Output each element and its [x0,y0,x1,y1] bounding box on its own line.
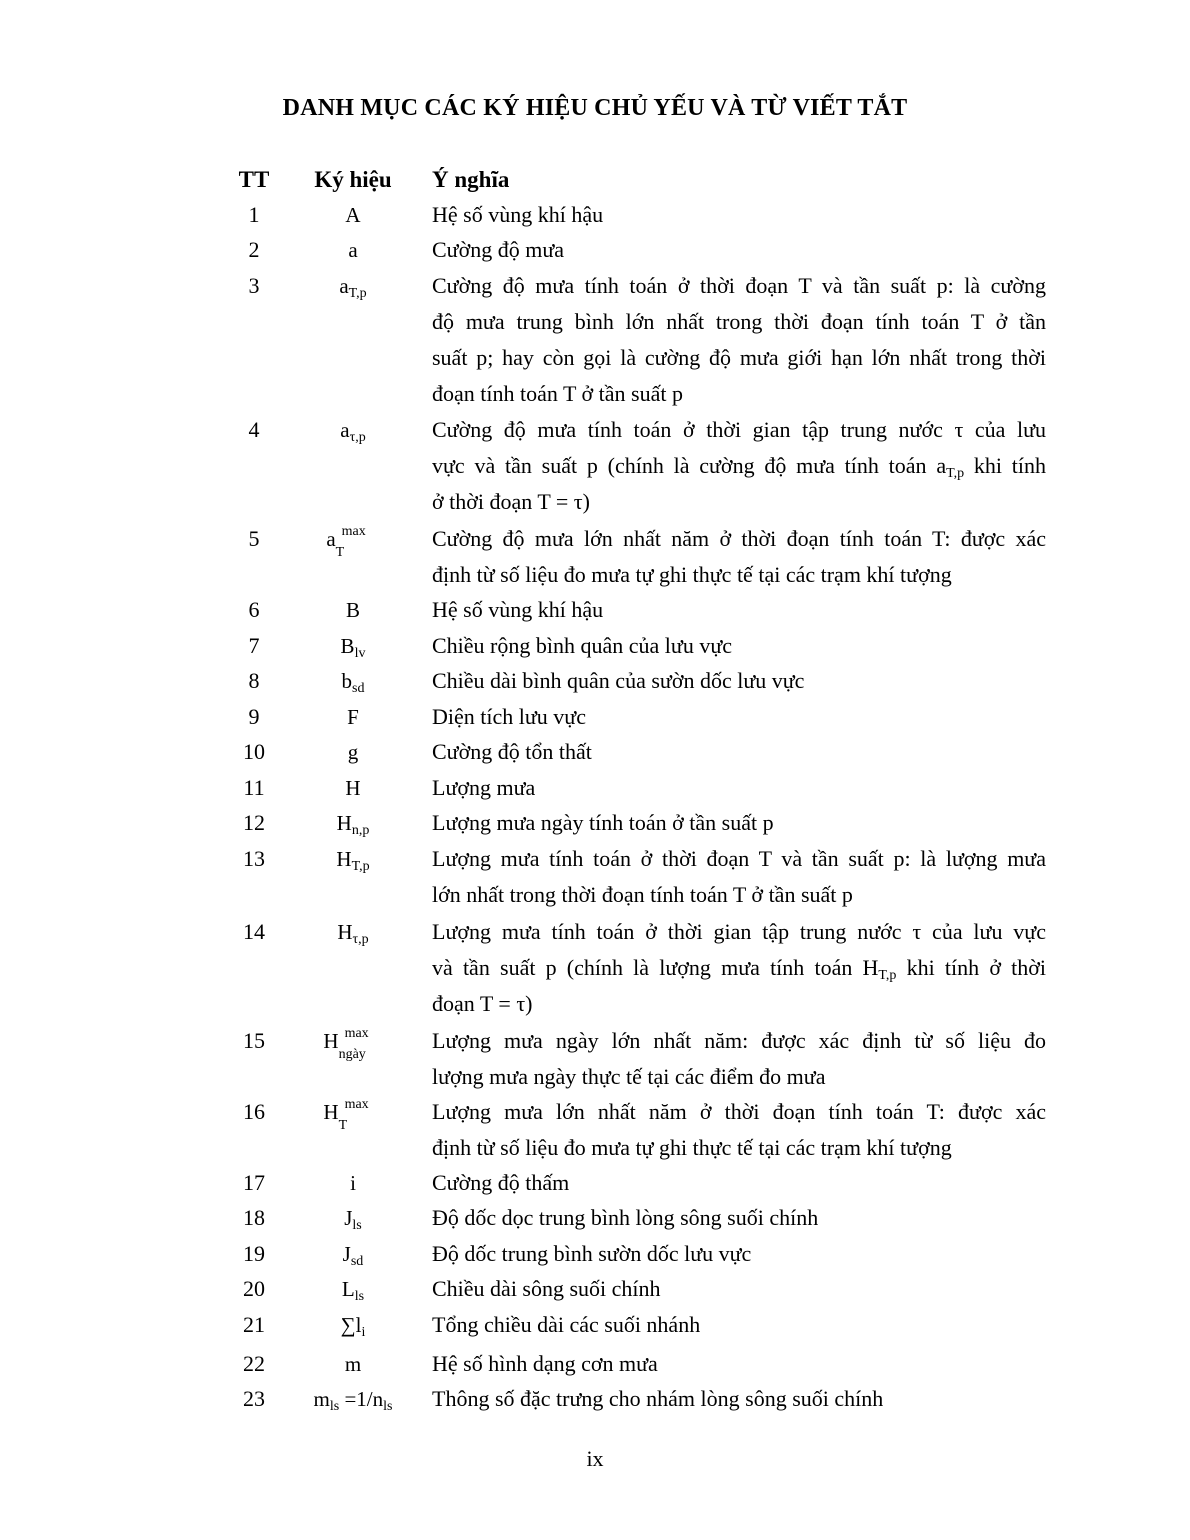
symbol-cell [298,1094,408,1133]
symbol-cell [298,914,408,958]
meaning-line: Lượng mưa tính toán ở thời đoạn T và tần suất p: là lượng mưa [432,846,1046,871]
row-number: 2 [248,237,260,262]
meaning-cell [432,268,1046,412]
symbol-base: H [336,847,352,871]
row-number: 9 [248,704,260,729]
symbol-base: a [340,418,350,442]
symbol-cell [298,770,408,806]
meaning-line: Độ dốc trung bình sườn dốc lưu vực [432,1241,752,1266]
meaning-line [432,950,1046,986]
symbol-scripts [335,524,380,560]
symbol-cell [298,734,408,770]
symbol-superscript: max [344,1097,369,1112]
symbol-base: H [323,1100,339,1124]
meaning-text: khi tính ở thời [896,955,1046,980]
meaning-cell [432,770,1046,806]
meaning-cell [432,1271,1046,1307]
meaning-line: Lượng mưa ngày tính toán ở tần suất p [432,810,774,835]
symbol-base: H [336,811,352,835]
meaning-cell [432,914,1046,1022]
meaning-cell [432,412,1046,520]
symbol-cell [298,592,408,628]
meaning-cell [432,1094,1046,1166]
row-number: 6 [248,597,260,622]
symbol-subscript: ls [352,1218,362,1233]
symbol-base: a [348,238,358,262]
symbol-base: A [345,203,361,227]
row-number: 19 [243,1241,265,1266]
meaning-line: độ mưa trung bình lớn nhất trong thời đoạn tính toán T ở tần [432,309,1046,334]
row-number: 12 [243,810,265,835]
row-number: 10 [243,739,265,764]
row-number: 15 [243,1028,265,1053]
symbol-cell [298,1165,408,1201]
page-number: ix [586,1446,604,1471]
meaning-cell [432,663,1046,699]
symbol-base: ∑l [340,1313,362,1337]
symbol-base: g [347,740,359,764]
meaning-line: suất p; hay còn gọi là cường độ mưa giới hạn lớn nhất trong thời [432,345,1046,370]
symbol-subscript: T [338,1118,348,1133]
row-number: 20 [243,1276,265,1301]
symbol-cell [298,197,408,233]
symbol-cell [298,699,408,735]
symbol-subscript: sd [350,1254,364,1269]
meaning-line: Cường độ mưa lớn nhất năm ở thời đoạn tính toán T: được xác [432,526,1046,551]
meaning-text: vực và tần suất p (chính là cường độ mưa tính toán a [432,453,947,478]
meaning-line: đoạn T = τ) [432,991,533,1016]
meaning-line: định từ số liệu đo mưa tự ghi thực tế tại các trạm khí tượng [432,1135,952,1160]
meaning-subscript: T,p [946,466,965,481]
symbol-subscript: ls [383,1399,393,1414]
meaning-cell [432,1165,1046,1201]
symbol-base: a [339,274,349,298]
meaning-line: Hệ số hình dạng cơn mưa [432,1351,658,1376]
meaning-cell [432,197,1046,233]
symbol-subscript: sd [352,681,365,696]
meaning-cell [432,699,1046,735]
meaning-cell [432,628,1046,664]
symbol-cell [298,268,408,312]
meaning-cell [432,734,1046,770]
symbol-base: H [323,1029,339,1053]
symbol-subscript: τ,p [352,932,369,947]
symbol-base: m [344,1352,362,1376]
symbol-subscript: n,p [351,823,370,838]
row-number: 13 [243,846,265,871]
symbol-subscript: i [361,1325,366,1340]
meaning-line: Cường độ mưa [432,237,565,262]
meaning-cell [432,1381,1046,1417]
symbol-superscript: max [344,1026,369,1041]
meaning-cell [432,1307,1046,1343]
meaning-cell [432,1236,1046,1272]
meaning-cell [432,805,1046,841]
row-number: 21 [243,1312,265,1337]
page-title: DANH MỤC CÁC KÝ HIỆU CHỦ YẾU VÀ TỪ VIẾT TẮT [282,95,908,121]
meaning-line [432,448,1046,484]
symbol-base: J [342,1242,351,1266]
symbol-base: H [345,776,361,800]
symbol-subscript: T,p [351,859,370,874]
row-number: 14 [243,919,265,944]
row-number: 5 [248,526,260,551]
row-number: 1 [248,202,260,227]
row-number: 8 [248,668,260,693]
symbol-subscript: τ,p [349,430,366,445]
meaning-subscript: T,p [878,968,897,983]
meaning-text: khi tính [964,453,1046,478]
symbol-base: i [350,1171,356,1195]
symbol-cell [298,1346,408,1382]
symbol-base: b [341,669,353,693]
row-number: 7 [248,633,260,658]
meaning-text: và tần suất p (chính là lượng mưa tính toán H [432,955,879,980]
symbol-subscript: ngày [338,1047,366,1062]
meaning-line: Diện tích lưu vực [432,704,586,729]
meaning-line: Cường độ mưa tính toán ở thời đoạn T và tần suất p: là cường [432,273,1046,298]
meaning-cell [432,521,1046,593]
symbol-base: J [344,1206,353,1230]
symbol-base: a [326,527,336,551]
meaning-line: Tổng chiều dài các suối nhánh [432,1312,701,1337]
meaning-cell [432,1023,1046,1095]
meaning-line: Chiều dài bình quân của sườn dốc lưu vực [432,668,805,693]
symbol-base: L [341,1277,355,1301]
symbol-base: B [340,634,355,658]
meaning-line: Chiều dài sông suối chính [432,1276,661,1301]
symbol-subscript: T [335,545,345,560]
meaning-line: Chiều rộng bình quân của lưu vực [432,633,733,658]
meaning-line: Thông số đặc trưng cho nhám lòng sông suối chính [432,1386,884,1411]
meaning-cell [432,841,1046,913]
meaning-line: lượng mưa ngày thực tế tại các điểm đo mưa [432,1064,826,1089]
symbol-cell [298,521,408,560]
meaning-line: Lượng mưa tính toán ở thời gian tập trung nước τ của lưu vực [432,919,1046,944]
symbol-middle: =1/n [339,1387,384,1411]
symbol-cell [298,1023,408,1062]
symbol-subscript: lv [354,646,366,661]
meaning-line: định từ số liệu đo mưa tự ghi thực tế tại các trạm khí tượng [432,562,952,587]
symbol-cell [298,1307,408,1351]
meaning-line: Cường độ thấm [432,1170,570,1195]
row-number: 16 [243,1099,265,1124]
meaning-line: Lượng mưa lớn nhất năm ở thời đoạn tính toán T: được xác [432,1099,1046,1124]
meaning-line: Lượng mưa ngày lớn nhất năm: được xác định từ số liệu đo [432,1028,1046,1053]
row-number: 18 [243,1205,265,1230]
meaning-line: Độ dốc dọc trung bình lòng sông suối chính [432,1205,819,1230]
row-number: 17 [243,1170,265,1195]
symbol-subscript: ls [354,1289,365,1304]
symbol-base: F [347,705,359,729]
column-header-tt: TT [238,167,270,192]
symbol-scripts [338,1097,383,1133]
symbol-subscript: T,p [348,286,367,301]
symbol-scripts [338,1026,383,1062]
meaning-line: Lượng mưa [432,775,536,800]
row-number: 11 [243,775,265,800]
meaning-line: Hệ số vùng khí hậu [432,597,604,622]
meaning-line: Cường độ tổn thất [432,739,592,764]
symbol-cell [298,412,408,456]
meaning-cell [432,592,1046,628]
symbol-cell [298,1381,408,1425]
row-number: 23 [243,1386,265,1411]
symbol-base: m [313,1387,330,1411]
column-header-symbol: Ký hiệu [314,167,392,192]
meaning-line: Hệ số vùng khí hậu [432,202,604,227]
row-number: 22 [243,1351,265,1376]
meaning-line: Cường độ mưa tính toán ở thời gian tập trung nước τ của lưu [432,417,1046,442]
symbol-cell [298,841,408,885]
meaning-line: lớn nhất trong thời đoạn tính toán T ở tần suất p [432,882,853,907]
column-header-meaning: Ý nghĩa [432,167,510,192]
symbol-subscript: ls [329,1399,340,1414]
row-number: 4 [248,417,260,442]
symbol-superscript: max [341,524,366,539]
symbol-base: B [345,598,360,622]
meaning-line: đoạn tính toán T ở tần suất p [432,381,683,406]
meaning-cell [432,232,1046,268]
meaning-cell [432,1200,1046,1236]
symbol-base: H [337,920,353,944]
symbol-cell [298,232,408,268]
meaning-cell [432,1346,1046,1382]
row-number: 3 [248,273,260,298]
meaning-line: ở thời đoạn T = τ) [432,489,590,514]
